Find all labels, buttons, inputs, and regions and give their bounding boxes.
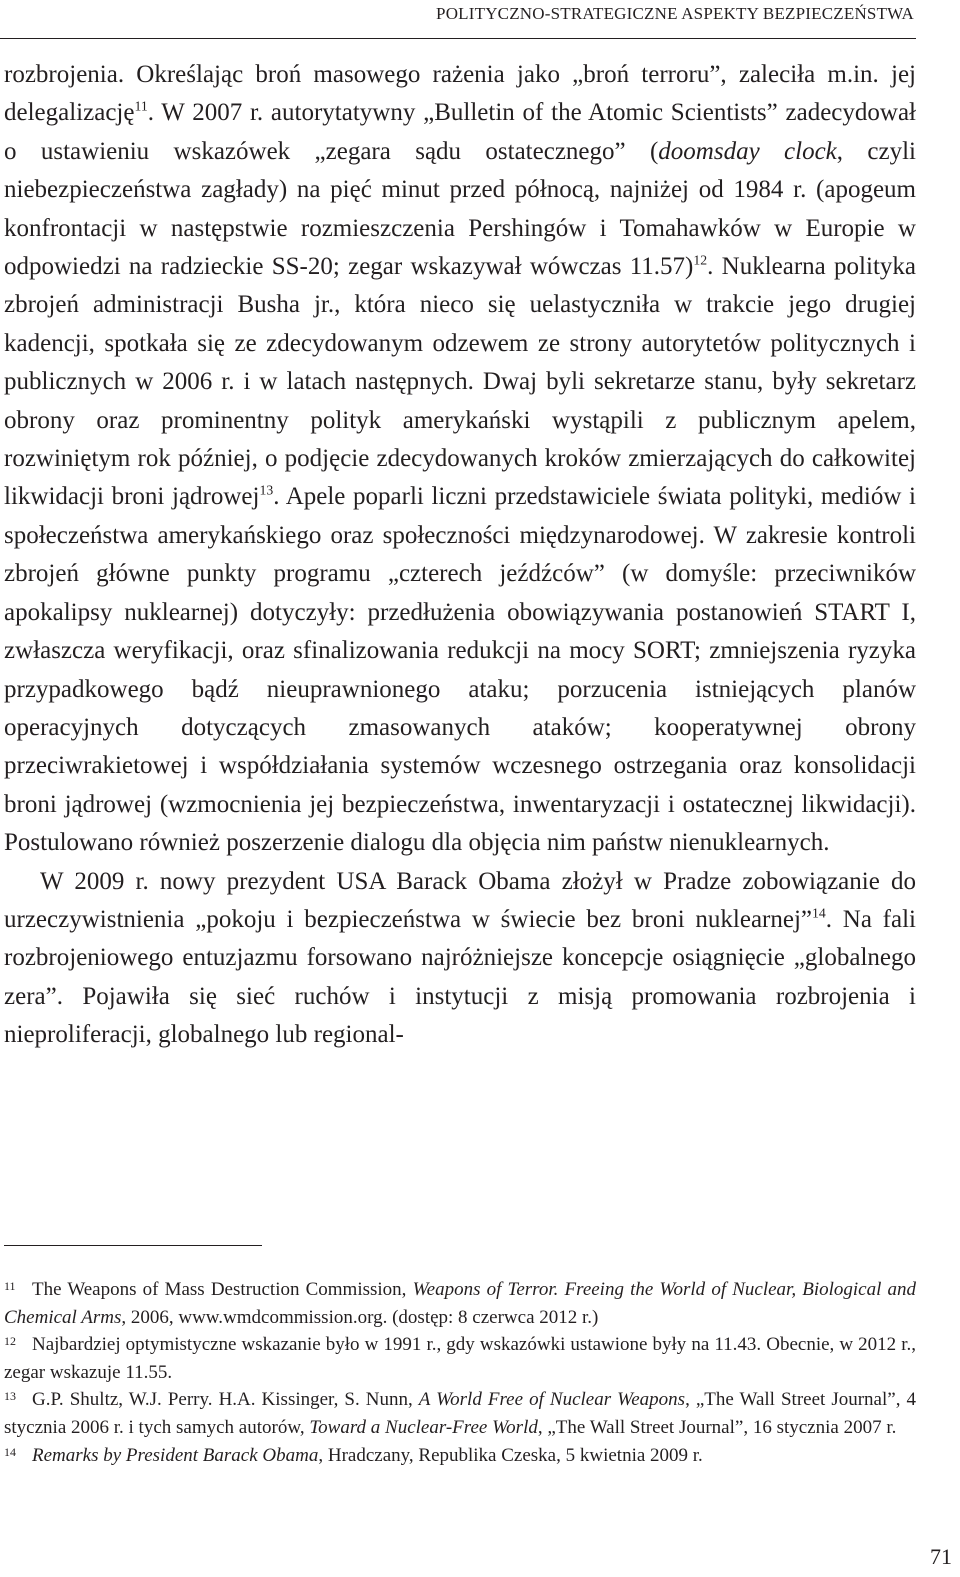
footnote-separator — [4, 1245, 262, 1246]
text-run: , Hradczany, Republika Czeska, 5 kwietnia 2009 r. — [318, 1444, 703, 1466]
text-run: , 2006, www.wmdcommission.org. (dostęp: 8 czerwca 2012 r.) — [121, 1306, 599, 1328]
header-rule — [0, 38, 916, 39]
running-head: POLITYCZNO-STRATEGICZNE ASPEKTY BEZPIECZEŃSTWA — [436, 4, 914, 23]
footnote-ref-14[interactable]: 14 — [812, 905, 826, 921]
footnote-11: 11 The Weapons of Mass Destruction Commission, Weapons of Terror. Freeing the World of Nuclear, Biological and Chemical Arms, 2006, www.wmdcommission.org. (dostęp: 8 czerwca 2012 r.) — [4, 1279, 916, 1328]
text-run: W 2009 r. nowy prezydent USA Barack Obama złożył w Pradze zobowiązanie do urzeczywistnienia „pokoju i bezpieczeństwa w świecie bez broni nuklearnej” — [4, 867, 916, 933]
text-run: , „The Wall Street Journal”, 4 stycznia 2006 r. i tych samych autorów, — [4, 1389, 916, 1438]
text-run: . Nuklearna polityka zbrojeń administracji Busha jr., która nieco się uelastyczniła w trakcie jego drugiej kadencji, spotkała się ze zdecydowanym odzewem ze strony autorytetów politycznych i publicznych w 2006 r. i w latach następnych. Dwaj byli sekretarze stanu, były sekretarz obrony oraz prominentny polityk amerykański wystąpili z publicznym apelem, rozwiniętym rok później, o podjęcie zdecydowanych kroków zmierzających do całkowitej likwidacji broni jądrowej — [4, 253, 916, 511]
italic-title: Remarks by President Barack Obama — [32, 1444, 319, 1466]
italic-title: A World Free of Nuclear Weapons — [418, 1389, 686, 1411]
footnotes — [4, 1276, 916, 1469]
footnote-ref-13[interactable]: 13 — [259, 483, 274, 499]
footnote-13: 13 G.P. Shultz, W.J. Perry. H.A. Kissinger, S. Nunn, A World Free of Nuclear Weapons, „The Wall Street Journal”, 4 stycznia 2006 r. i tych samych autorów, Toward a Nuclear-Free World, „The Wall Street Journal”, 16 stycznia 2007 r. — [4, 1389, 916, 1438]
paragraph-2 — [4, 863, 916, 1055]
main-text — [4, 56, 916, 1055]
paragraph-1 — [4, 56, 916, 863]
text-run: G.P. Shultz, W.J. Perry. H.A. Kissinger, S. Nunn, — [32, 1389, 419, 1411]
footnote-12: 12 Najbardziej optymistyczne wskazanie było w 1991 r., gdy wskazówki ustawione były na 11.43. Obecnie, w 2012 r., zegar wskazuje 11.55. — [4, 1334, 916, 1383]
text-run: . Na fali rozbrojeniowego entuzjazmu forsowano najróżniejsze koncepcje osiągnięcie „globalnego zera”. Pojawiła się sieć ruchów i instytucji z misją promowania rozbrojenia i nieproliferacji, globalnego lub regional- — [4, 905, 916, 1049]
text-run: Najbardziej optymistyczne wskazanie było w 1991 r., gdy wskazówki ustawione były na 11.43. Obecnie, w 2012 r., zegar wskazuje 11.55. — [4, 1334, 916, 1383]
italic-title: Weapons of Terror. Freeing the World of Nuclear, Biological and Chemical Arms — [4, 1279, 916, 1328]
text-run: , czyli niebezpieczeństwa zagłady) na pięć minut przed północą, najniżej od 1984 r. (apogeum konfrontacji w następstwie rozmieszczenia Pershingów i Tomahawków w Europie w odpowiedzi na radzieckie SS-20; zegar wskazywał wówczas 11.57) — [4, 137, 916, 281]
text-run: , „The Wall Street Journal”, 16 stycznia 2007 r. — [537, 1416, 897, 1438]
text-run: rozbrojenia. Określając broń masowego rażenia jako „broń terroru”, zaleciła m.in. jej delegalizację — [4, 61, 916, 127]
italic-term: doomsday clock — [658, 137, 837, 165]
page-number: 71 — [930, 1544, 952, 1569]
italic-title: Toward a Nuclear-Free World — [309, 1416, 538, 1438]
text-run: . Apele poparli liczni przedstawiciele świata polityki, mediów i społeczeństwa amerykańskiego oraz społeczności międzynarodowej. W zakresie kontroli zbrojeń główne punkty programu „czterech jeźdźców” (w domyśle: przeciwników apokalipsy nuklearnej) dotyczyły: przedłużenia obowiązywania postanowień START I, zwłaszcza weryfikacji, oraz sfinalizowania redukcji na mocy SORT; zmniejszenia ryzyka przypadkowego bądź nieuprawnionego ataku; porzucenia istniejących planów operacyjnych dotyczących zmasowanych ataków; kooperatywnej obrony przeciwrakietowej i współdziałania systemów wczesnego ostrzegania oraz konsolidacji broni jądrowej (wzmocnienia jej bezpieczeństwa, inwentaryzacji i ostatecznej likwidacji). Postulowano również poszerzenie dialogu dla objęcia nim państw nienuklearnych. — [4, 483, 916, 857]
footnote-ref-12[interactable]: 12 — [693, 252, 708, 268]
footnote-ref-11[interactable]: 11 — [134, 99, 148, 115]
footnote-14: 14 Remarks by President Barack Obama, Hradczany, Republika Czeska, 5 kwietnia 2009 r. — [4, 1444, 703, 1466]
text-run: . W 2007 r. autorytatywny „Bulletin of the Atomic Scientists” zadecydował o ustawieniu wskazówek „zegara sądu ostatecznego” ( — [4, 99, 916, 165]
text-run: The Weapons of Mass Destruction Commission, — [32, 1279, 413, 1300]
